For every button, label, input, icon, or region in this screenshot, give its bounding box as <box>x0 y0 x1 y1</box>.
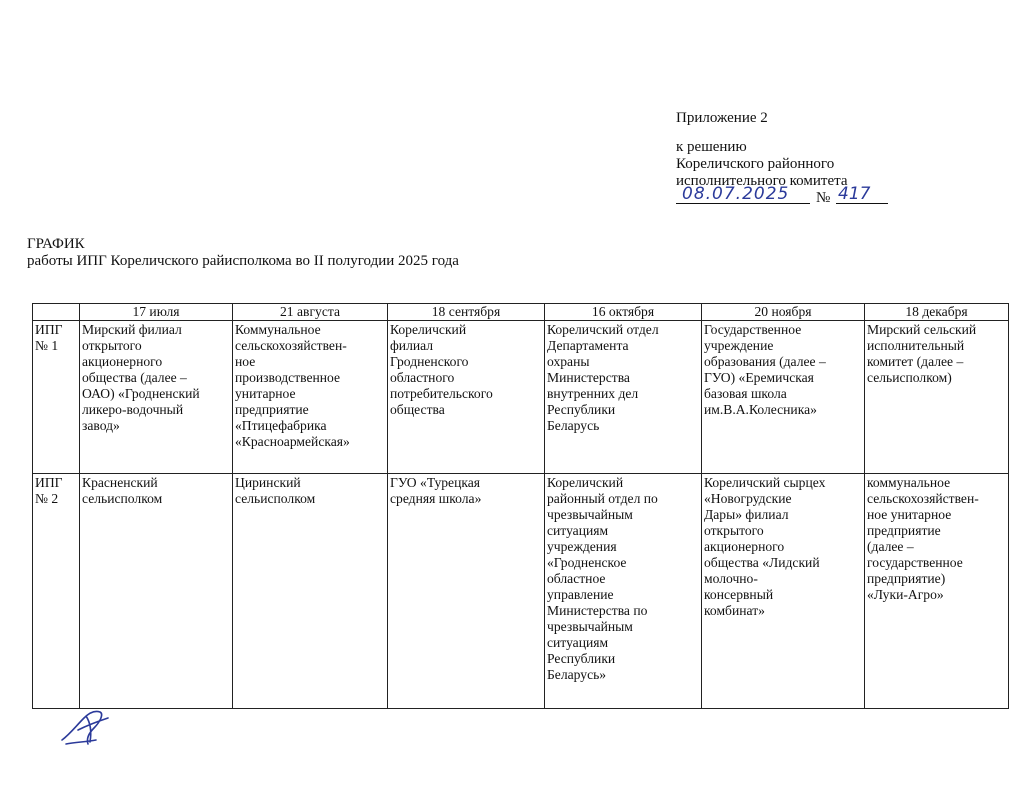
table-cell <box>545 321 702 474</box>
schedule-table <box>32 303 1009 709</box>
table-cell <box>865 321 1009 474</box>
organization-name: Мирский филиал открытого акционерного общества (далее – ОАО) «Гродненский ликеро-водочный завод» <box>82 322 200 433</box>
header-cell-date: 21 августа <box>233 304 388 321</box>
table-cell <box>702 321 865 474</box>
group-label-cell <box>33 321 80 474</box>
table-cell <box>80 321 233 474</box>
table-cell <box>702 474 865 709</box>
document-heading <box>27 236 459 270</box>
organization-name: Кореличский отдел Департамента охраны Министерства внутренних дел Республики Беларусь <box>547 322 659 433</box>
appendix-line-3: исполнительного комитета <box>676 173 848 189</box>
table-cell <box>233 474 388 709</box>
organization-name: ГУО «Турецкая средняя школа» <box>390 475 482 506</box>
organization-name: Кореличский сырцех «Новогрудские Дары» филиал открытого акционерного общества «Лидский молочно- консервный комбинат» <box>704 475 826 618</box>
organization-name: Государственное учреждение образования (далее – ГУО) «Еремичская базовая школа им.В.А.Колесника» <box>704 322 826 417</box>
table-header-row <box>33 304 1009 321</box>
header-cell-date: 16 октября <box>545 304 702 321</box>
organization-name: Красненский сельисполком <box>82 475 163 506</box>
appendix-title: Приложение 2 <box>676 110 768 126</box>
table-cell <box>545 474 702 709</box>
decision-date-number <box>676 184 871 212</box>
table-row <box>33 474 1009 709</box>
handwritten-date: 08.07.2025 <box>676 186 810 204</box>
header-cell-date: 18 декабря <box>865 304 1009 321</box>
header-cell-date: 17 июля <box>80 304 233 321</box>
handwritten-number: 417 <box>836 186 888 204</box>
organization-name: Мирский сельский исполнительный комитет (далее – сельисполком) <box>867 322 977 385</box>
document-subtitle: работы ИПГ Кореличского райисполкома во II полугодии 2025 года <box>27 253 459 269</box>
organization-name: коммунальное сельскохозяйствен- ное унитарное предприятие (далее – государственное предприятие) «Луки-Агро» <box>867 475 979 602</box>
handwritten-initials-icon <box>56 704 116 750</box>
group-label: ИПГ № 1 <box>35 322 63 353</box>
organization-name: Кореличский филиал Гродненского областного потребительского общества <box>390 322 493 417</box>
group-label: ИПГ № 2 <box>35 475 63 506</box>
organization-name: Коммунальное сельскохозяйствен- ное производственное унитарное предприятие «Птицефабрика «Красноармейская» <box>235 322 350 449</box>
table-cell <box>233 321 388 474</box>
number-label: № <box>816 190 831 206</box>
table-cell <box>80 474 233 709</box>
group-label-cell <box>33 474 80 709</box>
header-cell-date: 20 ноября <box>702 304 865 321</box>
appendix-line-2: Кореличского районного <box>676 156 835 172</box>
table-cell <box>388 321 545 474</box>
header-cell-empty <box>33 304 80 321</box>
appendix-line-1: к решению <box>676 139 747 155</box>
table-row <box>33 321 1009 474</box>
organization-name: Циринский сельисполком <box>235 475 316 506</box>
table-cell <box>865 474 1009 709</box>
document-title: ГРАФИК <box>27 236 85 252</box>
organization-name: Кореличский районный отдел по чрезвычайным ситуациям учреждения «Гродненское областное управление Министерства по чрезвычайным ситуациям Республики Беларусь» <box>547 475 658 682</box>
header-cell-date: 18 сентября <box>388 304 545 321</box>
table-cell <box>388 474 545 709</box>
appendix-block <box>676 110 871 212</box>
